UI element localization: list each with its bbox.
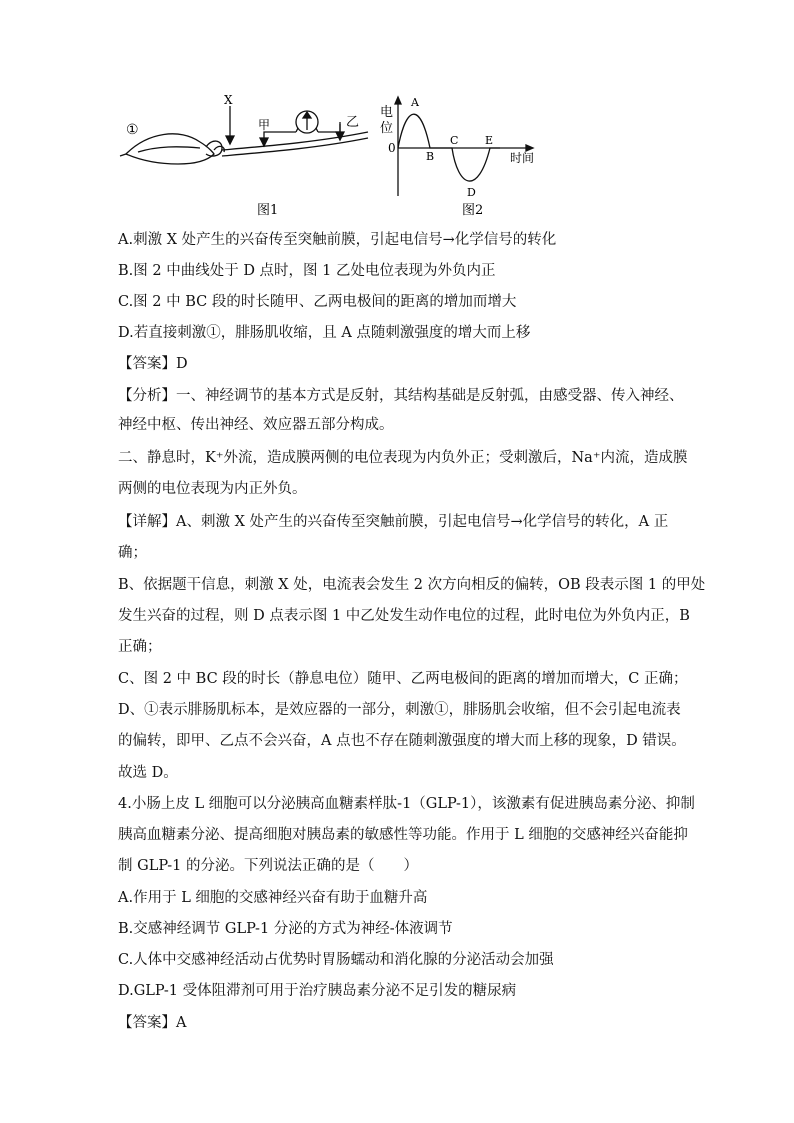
q3-detail-line-2: 确； — [118, 545, 147, 561]
figure2-origin: 0 — [388, 141, 396, 155]
q3-option-b: B.图 2 中曲线处于 D 点时，图 1 乙处电位表现为外负内正 — [118, 263, 496, 279]
figure1-caption: 图1 — [257, 203, 279, 218]
figure-area — [118, 92, 558, 222]
q3-analysis-line-4: 两侧的电位表现为内正外负。 — [118, 481, 307, 497]
q3-detail-line-1: 【详解】A、刺激 X 处产生的兴奋传至突触前膜，引起电信号→化学信号的转化，A 正 — [118, 514, 669, 530]
q4-option-d: D.GLP-1 受体阻滞剂可用于治疗胰岛素分泌不足引发的糖尿病 — [118, 983, 517, 999]
figure2-point-b: B — [426, 150, 435, 163]
q3-analysis-line-1: 【分析】一、神经调节的基本方式是反射，其结构基础是反射弧，由感受器、传入神经、 — [118, 388, 684, 404]
figure1-diagram — [120, 106, 368, 164]
figure2-point-d: D — [467, 186, 476, 199]
q3-detail-line-3: B、依据题干信息，刺激 X 处，电流表会发生 2 次方向相反的偏转，OB 段表示图 1 的甲处 — [118, 577, 706, 593]
q3-analysis-line-3: 二、静息时，K⁺外流，造成膜两侧的电位表现为内负外正；受刺激后，Na⁺内流，造成膜 — [118, 450, 688, 466]
figure2-point-e: E — [485, 134, 494, 147]
figure2-point-a: A — [411, 96, 419, 109]
figure2-y-label-2: 位 — [380, 121, 394, 136]
figure1-label-jia: 甲 — [258, 118, 271, 132]
q4-stem-line-2: 胰高血糖素分泌、提高细胞对胰岛素的敏感性等功能。作用于 L 细胞的交感神经兴奋能抑 — [118, 827, 688, 843]
figure1-label-x: X — [224, 93, 233, 107]
q4-option-c: C.人体中交感神经活动占优势时胃肠蠕动和消化腺的分泌活动会加强 — [118, 952, 554, 968]
q4-answer: 【答案】A — [118, 1015, 187, 1031]
q4-stem-line-1: 4.小肠上皮 L 细胞可以分泌胰高血糖素样肽-1（GLP-1），该激素有促进胰岛素分泌、抑制 — [118, 796, 695, 812]
figure2-caption: 图2 — [462, 203, 484, 218]
q4-option-b: B.交感神经调节 GLP-1 分泌的方式为神经-体液调节 — [118, 921, 453, 937]
figure1-label-yi: 乙 — [346, 115, 360, 130]
q3-detail-line-9: 故选 D。 — [118, 765, 178, 781]
q3-option-d: D.若直接刺激①，腓肠肌收缩，且 A 点随刺激强度的增大而上移 — [118, 325, 531, 341]
figure2-y-label-1: 电 — [380, 105, 394, 120]
figure2-x-label: 时间 — [510, 151, 535, 165]
q3-detail-line-7: D、①表示腓肠肌标本，是效应器的一部分，刺激①，腓肠肌会收缩，但不会引起电流表 — [118, 702, 681, 718]
q3-detail-line-6: C、图 2 中 BC 段的时长（静息电位）随甲、乙两电极间的距离的增加而增大，C 正确； — [118, 671, 688, 687]
q3-detail-line-4: 发生兴奋的过程，则 D 点表示图 1 中乙处发生动作电位的过程，此时电位为外负内正，B — [118, 608, 690, 624]
q4-stem-line-3: 制 GLP-1 的分泌。下列说法正确的是（ ） — [118, 858, 419, 874]
figure2-diagram — [395, 97, 533, 196]
q3-option-a: A.刺激 X 处产生的兴奋传至突触前膜，引起电信号→化学信号的转化 — [118, 232, 557, 248]
q3-analysis-line-2: 神经中枢、传出神经、效应器五部分构成。 — [118, 417, 394, 433]
q4-option-a: A.作用于 L 细胞的交感神经兴奋有助于血糖升高 — [118, 890, 428, 906]
figure2-point-c: C — [450, 134, 459, 147]
q3-answer: 【答案】D — [118, 356, 188, 372]
q3-detail-line-5: 正确； — [118, 639, 162, 655]
figure1-label-circle1: ① — [126, 122, 139, 138]
q3-detail-line-8: 的偏转，即甲、乙点不会兴奋，A 点也不存在随刺激强度的增大而上移的现象，D 错误。 — [118, 733, 686, 749]
q3-option-c: C.图 2 中 BC 段的时长随甲、乙两电极间的距离的增加而增大 — [118, 294, 517, 310]
